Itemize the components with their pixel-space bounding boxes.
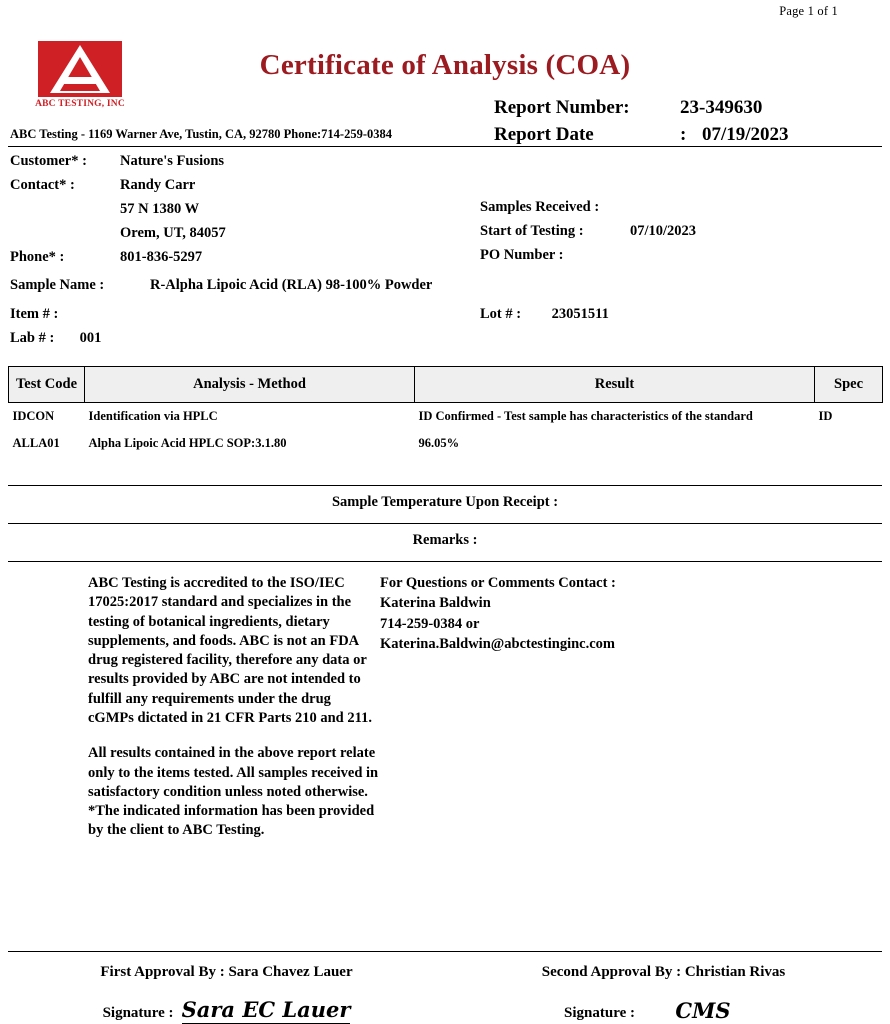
column-header-result: Result xyxy=(415,367,815,403)
logo-mark-icon xyxy=(38,41,122,97)
cell-result: 96.05% xyxy=(418,436,460,450)
company-logo xyxy=(30,41,130,109)
first-signature-label: Signature : xyxy=(102,1005,174,1021)
cell-analysis-method: Identification via HPLC xyxy=(88,409,218,423)
remarks-text xyxy=(8,574,380,857)
report-date-label: Report Date xyxy=(494,124,594,145)
cell-spec xyxy=(815,430,883,457)
table-row xyxy=(9,430,883,457)
item-label: Item # : xyxy=(10,306,59,322)
questions-contact-block xyxy=(380,574,616,857)
report-number-row xyxy=(494,97,832,119)
cell-test-code: IDCON xyxy=(12,409,55,423)
second-signature-block xyxy=(445,997,882,1024)
approval-section xyxy=(8,951,882,1024)
column-header-analysis-method: Analysis - Method xyxy=(85,367,415,403)
remarks-paragraph-2: All results contained in the above report relate only to the items tested. All samples received in satisfactory condition unless noted otherwise. *The indicated information has been provided by the client to ABC Testing. xyxy=(88,745,379,839)
lot-row xyxy=(480,306,609,323)
samples-received-label: Samples Received : xyxy=(480,199,600,215)
contact-phone: 714-259-0384 or xyxy=(380,615,480,632)
contact-row xyxy=(8,177,882,194)
address-line-1-row xyxy=(8,201,882,218)
sample-temperature-label: Sample Temperature Upon Receipt : xyxy=(331,494,559,510)
report-date-value: 07/19/2023 xyxy=(702,124,789,145)
signature-row xyxy=(8,981,882,1024)
report-meta xyxy=(494,97,832,151)
sample-name-row xyxy=(8,269,882,294)
report-number-value: 23-349630 xyxy=(680,97,763,118)
first-signature-block xyxy=(8,997,445,1024)
customer-row xyxy=(8,153,882,170)
cell-analysis-method: Alpha Lipoic Acid HPLC SOP:3.1.80 xyxy=(88,436,287,450)
first-approval-label: First Approval By : Sara Chavez Lauer xyxy=(100,964,353,980)
start-of-testing-value: 07/10/2023 xyxy=(630,223,697,239)
item-lab-lot-block xyxy=(8,294,882,360)
results-table-header-row xyxy=(9,367,883,403)
results-table xyxy=(8,366,883,457)
contact-name: Katerina Baldwin xyxy=(380,595,491,612)
address-line-2-row xyxy=(8,225,882,242)
phone-value: 801-836-5297 xyxy=(120,249,203,265)
phone-row xyxy=(8,249,882,266)
remarks-label: Remarks : xyxy=(412,532,478,548)
report-date-colon: : xyxy=(680,124,687,145)
cell-spec: ID xyxy=(818,409,833,423)
testing-info-block xyxy=(480,199,696,271)
contact-value: Randy Carr xyxy=(120,177,196,193)
column-header-test-code: Test Code xyxy=(9,367,85,403)
second-signature-image: CMS xyxy=(675,998,731,1023)
start-of-testing-row xyxy=(480,223,696,240)
item-row xyxy=(10,306,882,323)
second-signature-label: Signature : xyxy=(564,1005,635,1021)
remarks-paragraph-1: ABC Testing is accredited to the ISO/IEC 17025:2017 standard and specializes in the testing of botanical ingredients, dietary supplements, and foods. ABC is not an FDA drug registered facility, therefore any data or results provided by ABC are not intended to fulfill any requirements under the drug cGMPs dictated in 21 CFR Parts 210 and 211. xyxy=(88,575,372,726)
contact-heading: For Questions or Comments Contact : xyxy=(380,575,616,591)
company-address: ABC Testing - 1169 Warner Ave, Tustin, CA, 92780 Phone:714-259-0384 xyxy=(10,127,392,141)
second-approval-label: Second Approval By : Christian Rivas xyxy=(541,964,786,980)
logo-text: ABC TESTING, INC xyxy=(35,99,125,109)
cell-result: ID Confirmed - Test sample has characteristics of the standard xyxy=(418,409,753,423)
customer-label: Customer* : xyxy=(10,153,87,169)
page-title: Certificate of Analysis (COA) xyxy=(259,49,631,81)
table-row xyxy=(9,403,883,431)
address-line-2: Orem, UT, 84057 xyxy=(120,225,226,241)
cell-test-code: ALLA01 xyxy=(12,436,60,450)
start-of-testing-label: Start of Testing : xyxy=(480,223,584,239)
lot-value: 23051511 xyxy=(551,306,609,322)
report-date-row xyxy=(494,124,832,146)
lot-label: Lot # : xyxy=(480,306,522,322)
customer-value: Nature's Fusions xyxy=(120,153,225,169)
po-number-row xyxy=(480,247,696,264)
sample-name-value: R-Alpha Lipoic Acid (RLA) 98-100% Powder xyxy=(150,277,433,293)
page-number: Page 1 of 1 xyxy=(779,4,838,18)
contact-label: Contact* : xyxy=(10,177,75,193)
phone-label: Phone* : xyxy=(10,249,65,265)
po-number-label: PO Number : xyxy=(480,247,564,263)
sample-name-label: Sample Name : xyxy=(10,277,105,293)
approval-names-row xyxy=(8,952,882,981)
lab-label: Lab # : xyxy=(10,330,55,346)
contact-email[interactable]: Katerina.Baldwin@abctestinginc.com xyxy=(380,635,616,652)
first-signature-image: Sara EC Lauer xyxy=(181,997,351,1022)
customer-info-block xyxy=(8,147,882,269)
remarks-body xyxy=(8,562,882,857)
report-number-label: Report Number: xyxy=(494,97,630,118)
address-line-1: 57 N 1380 W xyxy=(120,201,200,217)
lab-row xyxy=(10,330,882,347)
column-header-spec: Spec xyxy=(815,367,883,403)
lab-value: 001 xyxy=(79,330,102,346)
samples-received-row xyxy=(480,199,696,216)
